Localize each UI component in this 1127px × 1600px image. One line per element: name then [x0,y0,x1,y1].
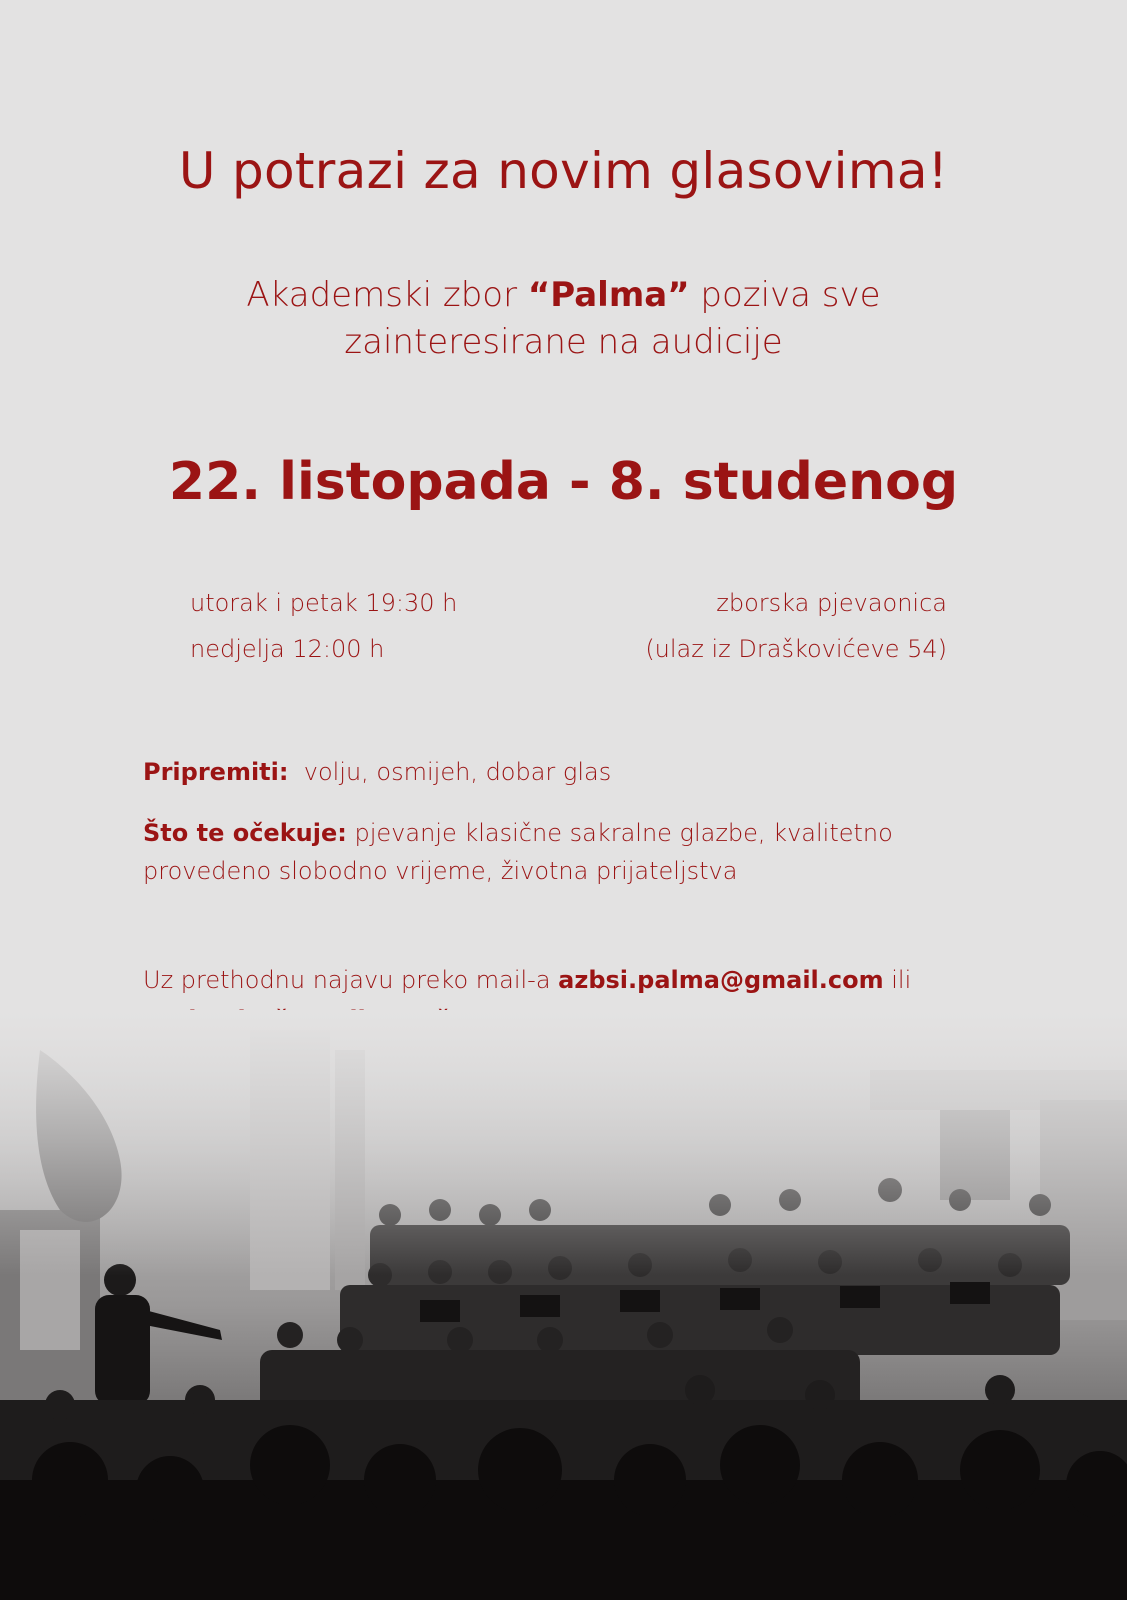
invitation-prefix: Akademski zbor [246,275,528,315]
contact-email[interactable]: azbsi.palma@gmail.com [558,966,884,994]
schedule-sunday: nedjelja 12:00 h [190,635,385,663]
contact-middle: ili [883,966,912,994]
details [143,754,1003,890]
schedule [190,580,457,672]
expect-row [143,814,1003,890]
audition-dates: 22. listopada - 8. studenog [168,452,959,512]
prepare-label: Pripremiti: [143,758,289,786]
invitation-suffix: poziva sve [689,275,881,315]
prepare-text: volju, osmijeh, dobar glas [288,758,612,786]
schedule-weekdays: utorak i petak 19:30 h [190,589,458,617]
invitation-text [0,272,1127,366]
expect-label: Što te očekuje: [143,819,347,847]
expect-text: pjevanje klasične sakralne glazbe, kvalitetno provedeno slobodno vrijeme, životna prijateljstva [143,819,893,885]
headline: U potrazi za novim glasovima! [178,142,949,200]
location-room: zborska pjevaonica [716,589,947,617]
prepare-row [143,754,1003,790]
choir-concert-photo [0,1010,1127,1600]
location [645,580,947,672]
location-entrance: (ulaz iz Draškovićeve 54) [645,635,947,663]
invitation-line-2: zainteresirane na audicije [344,322,783,362]
choir-name: “Palma” [527,275,690,315]
contact-prefix: Uz prethodnu najavu preko mail-a [143,966,559,994]
invitation-line-1 [0,272,1127,319]
